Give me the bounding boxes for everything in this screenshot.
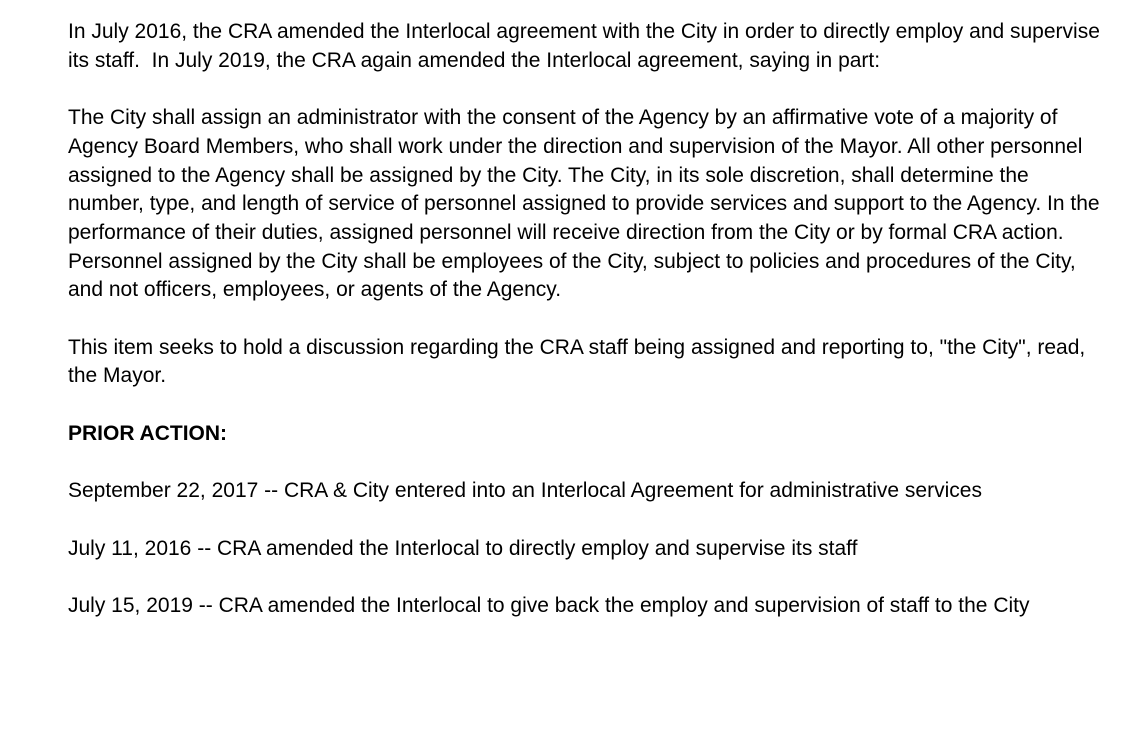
prior-action-item: July 11, 2016 -- CRA amended the Interlocal to directly employ and supervise its staff — [68, 536, 858, 560]
prior-action-item: September 22, 2017 -- CRA & City entered into an Interlocal Agreement for administrative services — [68, 479, 982, 503]
prior-action-heading: PRIOR ACTION: — [68, 421, 228, 445]
quoted-agreement-paragraph: The City shall assign an administrator with the consent of the Agency by an affirmative vote of a majority of Agency Board Members, who shall work under the direction and supervision of the Mayor. All other personnel assigned to the Agency shall be assigned by the City. The City, in its sole discretion, shall determine the number, type, and length of service of personnel assigned to provide services and support to the Agency. In the performance of their duties, assigned personnel will receive direction from the City or by formal CRA action. Personnel assigned by the City shall be employees of the City, subject to policies and procedures of the City, and not officers, employees, or agents of the Agency. — [68, 106, 1106, 302]
intro-paragraph: In July 2016, the CRA amended the Interlocal agreement with the City in order to directly employ and supervise its staff. In July 2019, the CRA again amended the Interlocal agreement, saying in part: — [68, 20, 1106, 72]
discussion-paragraph: This item seeks to hold a discussion regarding the CRA staff being assigned and reporting to, "the City", read, the Mayor. — [68, 335, 1092, 388]
prior-action-item: July 15, 2019 -- CRA amended the Interlocal to give back the employ and supervision of staff to the City — [68, 593, 1030, 617]
